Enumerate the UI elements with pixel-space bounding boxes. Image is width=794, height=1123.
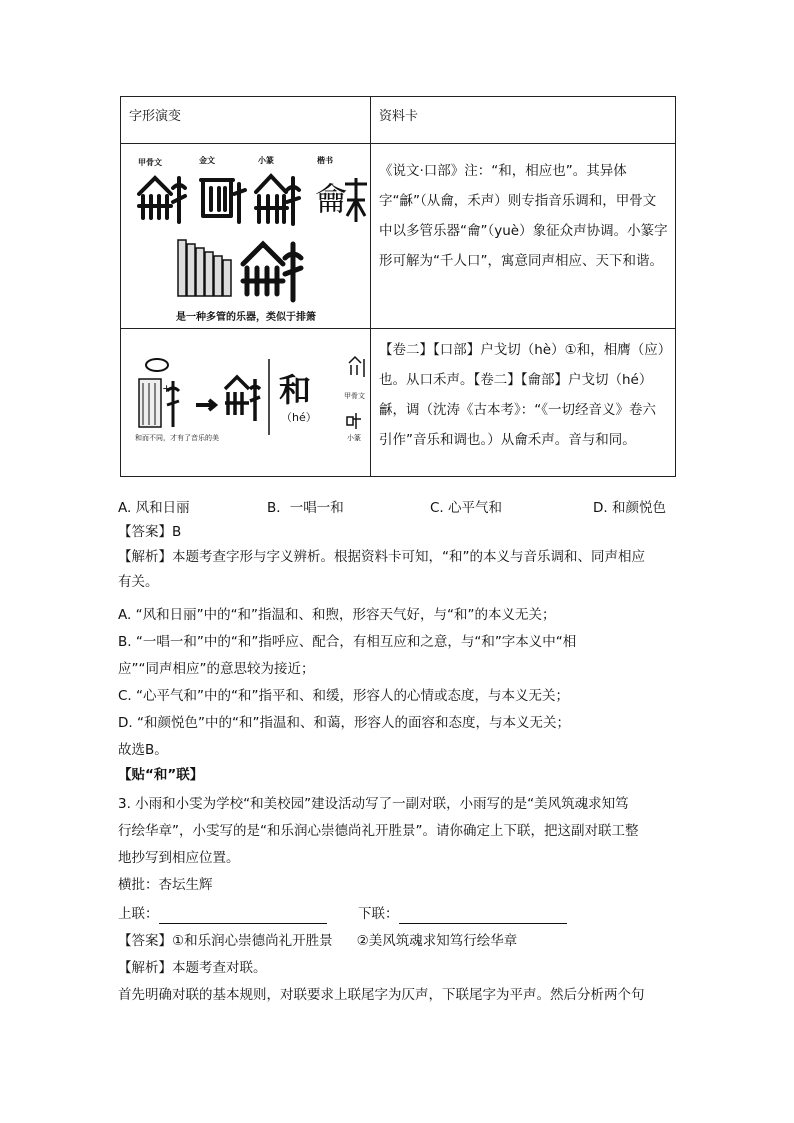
option-a: A. 风和日丽 <box>118 500 190 516</box>
info-table <box>120 96 676 477</box>
shanglian-label: 上联： <box>118 906 159 922</box>
analysis-1-d: D. “和颜悦色”中的“和”指温和、和蔼，形容人的面容和态度，与本义无关； <box>118 715 570 731</box>
section-title: 【贴“和”联】 <box>118 767 204 783</box>
analysis-3-line1: 【解析】本题考查对联。 <box>118 960 267 976</box>
figure-caption-panpipe: 是一种多管的乐器，类似于排箫 <box>176 312 316 323</box>
answer-3 <box>118 931 517 951</box>
he-figure-caption: 和而不同，才有了音乐的美 <box>135 434 219 442</box>
analysis-1-line1: 【解析】本题考查字形与字义辨析。根据资料卡可知，“和”的本义与音乐调和、同声相应 <box>118 549 645 565</box>
he-label-xiaozhuan: 小篆 <box>347 434 361 442</box>
dictionary-text: 【卷二】【口部】户戈切（hè）①和，相膺（应）也。从口禾声。【卷二】【龠部】户戈切（hé）龢，调（沈涛《古本考》：“《一切经音义》卷六引作”音乐和调也。）从龠禾声。音与和同。 <box>371 329 676 477</box>
shanglian-blank[interactable] <box>159 909 327 924</box>
label-jinwen: 金文 <box>199 156 215 165</box>
info-card-text: 《说文·口部》注：“和，相应也”。其异体字“龢”（从龠，禾声）则专指音乐调和，甲骨文中以多管乐器“龠”（yuè）象征众声协调。小篆字形可解为“千人口”，寓意同声相应、天下和谐。 <box>371 144 676 329</box>
he-illustration <box>121 329 371 476</box>
label-xiaozhuan: 小篆 <box>258 156 274 165</box>
analysis-1-line2: 有关。 <box>118 574 159 590</box>
option-c: C. 心平气和 <box>430 500 503 516</box>
analysis-1-b-line1: B. “一唱一和”中的“和”指呼应、配合，有相互应和之意，与“和”字本义中“相 <box>118 634 577 650</box>
analysis-1-conclusion: 故选B。 <box>118 742 168 758</box>
svg-text:龠: 龠 <box>315 180 348 218</box>
he-label-jiaguwen: 甲骨文 <box>344 392 365 400</box>
question-3-line3: 地抄写到相应位置。 <box>118 850 240 866</box>
answer-3-item1: ①和乐润心崇德尚礼开胜景 <box>172 933 333 949</box>
he-pinyin: （hé） <box>281 411 317 424</box>
hengpi: 横批：杏坛生辉 <box>118 877 213 893</box>
answer-3-item2: ②美风筑魂求知笃行绘华章 <box>356 933 518 949</box>
glyph-evolution-figure <box>121 144 371 329</box>
question-3-line1: 3. 小雨和小雯为学校“和美校园”建设活动写了一副对联，小雨写的是“美风筑魂求知笃 <box>118 796 629 812</box>
shanglian-row <box>118 904 327 924</box>
xialian-row <box>358 904 567 924</box>
xialian-blank[interactable] <box>399 909 567 924</box>
answer-3-label: 【答案】 <box>118 933 172 949</box>
analysis-1-b-line2: 应”“同声相应”的意思较为接近； <box>118 661 315 677</box>
svg-text:+: + <box>162 382 172 395</box>
label-jiaguwen: 甲骨文 <box>138 158 162 167</box>
header-right: 资料卡 <box>371 97 676 144</box>
ancient-glyphs-illustration <box>121 144 371 328</box>
he-big-character: 和 <box>279 371 312 409</box>
analysis-1-c: C. “心平气和”中的“和”指平和、和缓，形容人的心情或态度，与本义无关； <box>118 688 569 704</box>
label-kaishu: 楷书 <box>317 156 333 165</box>
answer-1: 【答案】B <box>118 524 182 540</box>
header-left: 字形演变 <box>121 97 371 144</box>
analysis-3-line2: 首先明确对联的基本规则，对联要求上联尾字为仄声，下联尾字为平声。然后分析两个句 <box>118 987 645 1003</box>
xialian-label: 下联： <box>358 906 399 922</box>
question-3-line2: 行绘华章”，小雯写的是“和乐润心崇德尚礼开胜景”。请你确定上下联，把这副对联工整 <box>118 823 639 839</box>
option-b: B．一唱一和 <box>267 500 344 516</box>
option-d: D. 和颜悦色 <box>593 500 666 516</box>
analysis-1-a: A. “风和日丽”中的“和”指温和、和煦，形容天气好，与“和”的本义无关； <box>118 607 556 623</box>
glyph-he-figure <box>121 329 371 477</box>
